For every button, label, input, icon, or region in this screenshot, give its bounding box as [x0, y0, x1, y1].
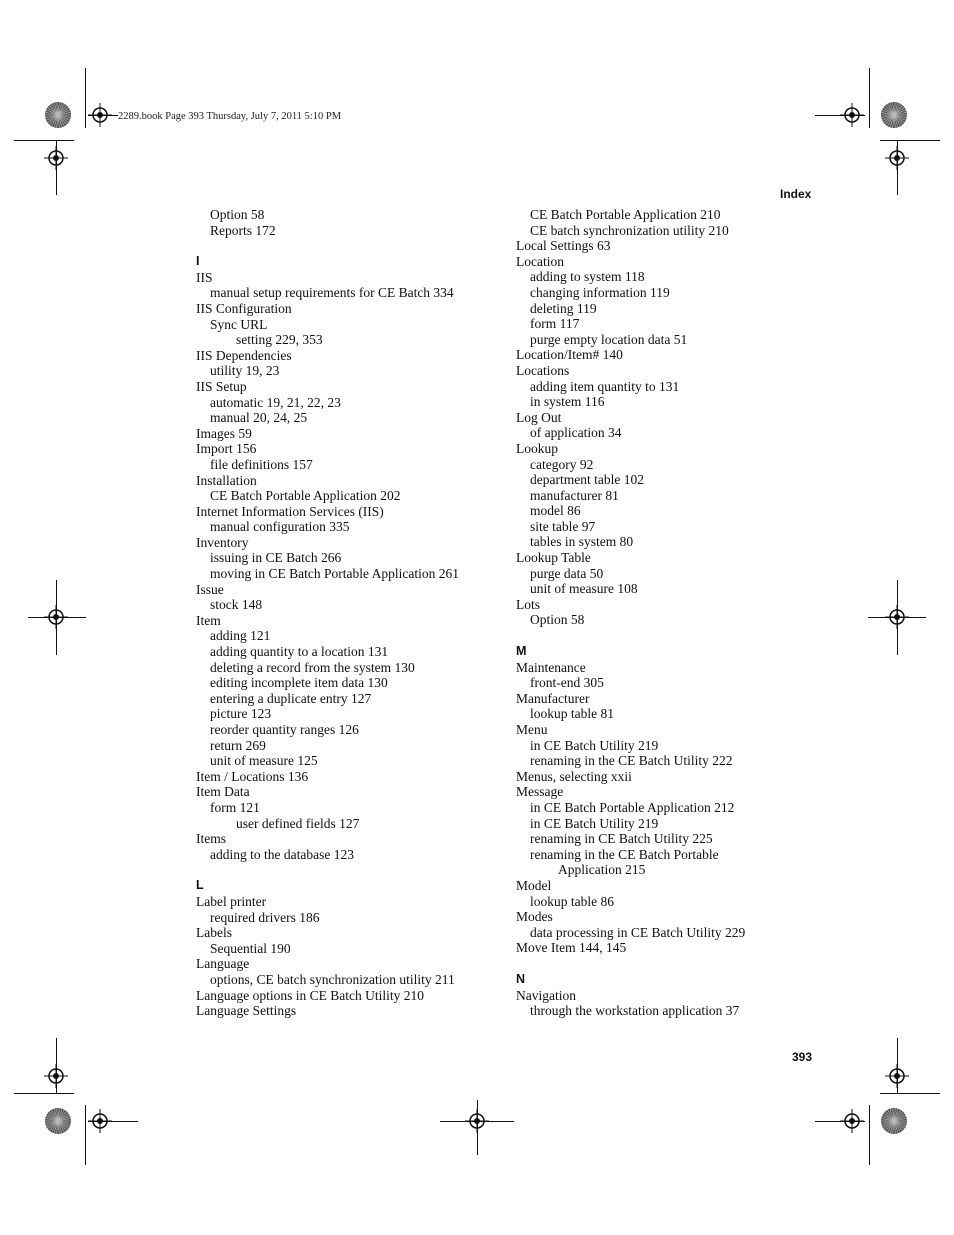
registration-target-icon	[465, 1109, 489, 1133]
index-letter-heading: N	[516, 971, 526, 986]
index-entry: stock 148	[210, 597, 263, 613]
index-entry: front-end 305	[530, 675, 604, 691]
index-entry: Images 59	[196, 425, 252, 441]
crop-line	[880, 1093, 940, 1094]
index-entry: in CE Batch Portable Application 212	[530, 799, 735, 815]
index-entry: Move Item 144, 145	[516, 940, 627, 956]
index-entry: changing information 119	[530, 284, 670, 300]
registration-target-icon	[840, 1109, 864, 1133]
index-entry: lookup table 81	[530, 706, 614, 722]
index-entry: Labels	[196, 925, 232, 941]
crop-line	[85, 1105, 86, 1165]
index-entry: picture 123	[210, 706, 272, 722]
index-entry: editing incomplete item data 130	[210, 675, 388, 691]
index-entry: Model	[516, 877, 552, 893]
color-bar-starburst-icon	[880, 1107, 908, 1135]
index-entry: Option 58	[210, 207, 265, 222]
index-entry: lookup table 86	[530, 893, 614, 909]
index-entry: adding to the database 123	[210, 846, 354, 862]
index-entry: renaming in CE Batch Utility 225	[530, 831, 713, 847]
registration-target-icon	[44, 146, 68, 170]
index-entry: Manufacturer	[516, 690, 590, 706]
index-entry: Sequential 190	[210, 940, 291, 956]
index-entry: Issue	[196, 581, 224, 597]
index-entry: IIS Setup	[196, 378, 247, 394]
index-entry: Option 58	[530, 612, 585, 628]
index-entry: Language options in CE Batch Utility 210	[196, 987, 424, 1003]
index-entry: CE batch synchronization utility 210	[530, 222, 729, 238]
index-letter-heading: I	[196, 254, 200, 269]
index-entry: Item Data	[196, 784, 250, 800]
index-entry: Lots	[516, 596, 541, 612]
crop-line	[85, 68, 86, 128]
index-entry: Menus, selecting xxii	[516, 768, 632, 784]
index-entry: setting 229, 353	[236, 332, 323, 348]
index-entry: Installation	[196, 472, 257, 488]
index-entry: through the workstation application 37	[530, 1003, 740, 1019]
index-entry: return 269	[210, 737, 266, 753]
index-entry: Message	[516, 784, 564, 800]
index-entry: user defined fields 127	[236, 815, 360, 831]
index-entry: of application 34	[530, 425, 622, 441]
index-entry: issuing in CE Batch 266	[210, 550, 342, 566]
index-entry: CE Batch Portable Application 202	[210, 488, 401, 504]
index-entry: Modes	[516, 909, 553, 925]
index-entry: category 92	[530, 456, 594, 472]
color-bar-starburst-icon	[44, 1107, 72, 1135]
index-entry: manual 20, 24, 25	[210, 410, 308, 426]
index-entry: unit of measure 125	[210, 753, 318, 769]
index-entry: IIS	[196, 269, 213, 285]
registration-target-icon	[840, 103, 864, 127]
index-entry: IIS Dependencies	[196, 347, 292, 363]
index-entry: form 117	[530, 316, 580, 332]
index-entry: manual setup requirements for CE Batch 334	[210, 285, 454, 301]
index-column-right	[516, 207, 776, 1019]
index-entry: file definitions 157	[210, 456, 313, 472]
index-entry: Local Settings 63	[516, 238, 611, 254]
registration-target-icon	[885, 146, 909, 170]
index-entry: deleting 119	[530, 300, 597, 316]
page-number: 393	[792, 1050, 813, 1064]
index-entry: Internet Information Services (IIS)	[196, 503, 384, 519]
index-entry: Item / Locations 136	[196, 768, 309, 784]
index-entry: Item	[196, 612, 221, 628]
index-entry: Menu	[516, 722, 548, 737]
index-entry: Lookup Table	[516, 550, 591, 566]
index-letter-heading: L	[196, 878, 204, 893]
index-entry: Locations	[516, 362, 570, 378]
index-entry: options, CE batch synchronization utility 211	[210, 971, 455, 987]
index-entry: model 86	[530, 503, 581, 519]
crop-line	[869, 68, 870, 128]
index-entry: Inventory	[196, 534, 249, 550]
index-entry: automatic 19, 21, 22, 23	[210, 394, 341, 410]
index-entry: manufacturer 81	[530, 487, 619, 503]
registration-target-icon	[44, 1064, 68, 1088]
index-entry: site table 97	[530, 518, 596, 534]
index-entry: adding 121	[210, 628, 271, 644]
index-entry: Language Settings	[196, 1003, 297, 1019]
index-entry: in system 116	[530, 394, 605, 410]
index-entry: form 121	[210, 799, 260, 815]
index-entry: unit of measure 108	[530, 581, 638, 597]
index-entry: Application 215	[558, 862, 646, 878]
print-slug: 2289.book Page 393 Thursday, July 7, 2011 5:10 PM	[118, 111, 342, 122]
index-entry: Location	[516, 253, 564, 269]
index-entry: Maintenance	[516, 659, 586, 675]
index-column-left	[196, 207, 496, 1019]
index-entry: Sync URL	[210, 316, 268, 332]
registration-target-icon	[88, 103, 112, 127]
index-entry: purge empty location data 51	[530, 331, 688, 347]
index-entry: adding item quantity to 131	[530, 378, 680, 394]
index-entry: deleting a record from the system 130	[210, 659, 415, 675]
index-entry: data processing in CE Batch Utility 229	[530, 924, 746, 940]
registration-target-icon	[88, 1109, 112, 1133]
registration-target-icon	[885, 1064, 909, 1088]
index-entry: Log Out	[516, 409, 562, 425]
index-entry: tables in system 80	[530, 534, 634, 550]
registration-target-icon	[44, 605, 68, 629]
index-entry: Language	[196, 956, 250, 972]
color-bar-starburst-icon	[880, 101, 908, 129]
index-entry: department table 102	[530, 472, 644, 488]
index-entry: entering a duplicate entry 127	[210, 690, 372, 706]
index-entry: Lookup	[516, 440, 558, 456]
index-entry: Import 156	[196, 441, 257, 457]
index-letter-heading: M	[516, 644, 527, 659]
index-entry: adding to system 118	[530, 269, 645, 285]
index-entry: required drivers 186	[210, 909, 320, 925]
index-entry: in CE Batch Utility 219	[530, 737, 659, 753]
index-entry: reorder quantity ranges 126	[210, 722, 359, 737]
index-entry: renaming in the CE Batch Portable	[530, 846, 719, 862]
index-entry: renaming in the CE Batch Utility 222	[530, 753, 733, 769]
index-entry: Location/Item# 140	[516, 347, 623, 363]
index-entry: utility 19, 23	[210, 363, 280, 379]
index-entry: purge data 50	[530, 565, 604, 581]
index-entry: moving in CE Batch Portable Application 261	[210, 566, 459, 582]
crop-line	[14, 140, 74, 141]
registration-target-icon	[885, 605, 909, 629]
index-entry: manual configuration 335	[210, 519, 350, 535]
index-entry: Navigation	[516, 987, 576, 1003]
index-entry: adding quantity to a location 131	[210, 644, 389, 660]
running-head: Index	[780, 187, 812, 201]
index-entry: Label printer	[196, 893, 267, 909]
color-bar-starburst-icon	[44, 101, 72, 129]
index-entry: in CE Batch Utility 219	[530, 815, 659, 831]
index-entry: CE Batch Portable Application 210	[530, 207, 721, 222]
index-entry: Reports 172	[210, 222, 276, 238]
index-entry: Items	[196, 831, 226, 847]
index-entry: IIS Configuration	[196, 300, 292, 316]
crop-line	[880, 140, 940, 141]
crop-line	[869, 1105, 870, 1165]
crop-line	[14, 1093, 74, 1094]
